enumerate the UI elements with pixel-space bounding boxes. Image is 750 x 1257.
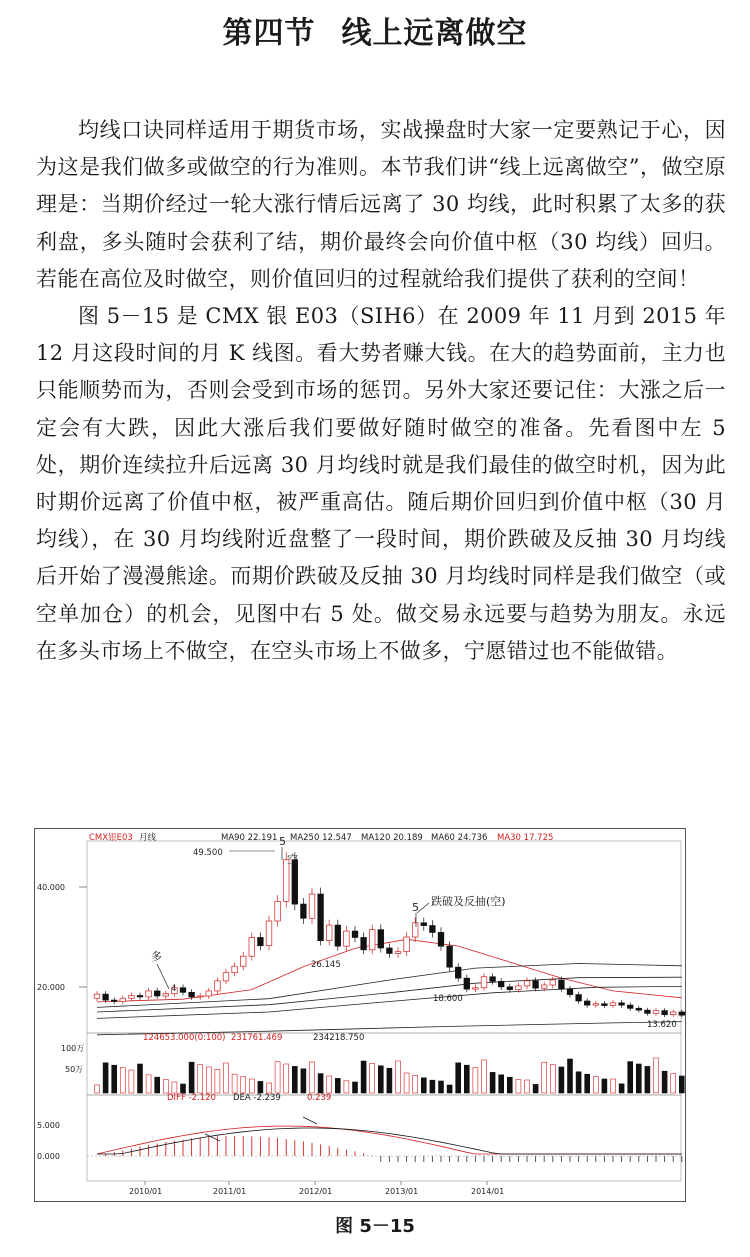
volume-bar	[284, 1064, 289, 1093]
volume-bar	[611, 1079, 616, 1093]
volume-bar	[138, 1064, 143, 1093]
candle-body	[653, 1011, 659, 1014]
candle	[301, 898, 307, 924]
macd-dea-line	[97, 1128, 682, 1154]
volume-bar	[645, 1066, 650, 1093]
volume-bar	[120, 1068, 125, 1093]
volume-bar	[181, 1084, 186, 1093]
candle-body	[412, 923, 418, 937]
candle	[524, 977, 530, 989]
macd-tick-0: 0.000	[37, 1152, 60, 1161]
candle-body	[103, 994, 109, 1000]
volume-bar	[189, 1062, 194, 1093]
volume-bar	[249, 1079, 254, 1093]
candle	[378, 924, 384, 952]
candle-body	[627, 1005, 633, 1008]
volume-bar	[241, 1077, 246, 1093]
volume-tick-50: 50万	[65, 1065, 84, 1074]
candle	[584, 998, 590, 1007]
annotation-5-right: 5	[412, 901, 419, 914]
candle-body	[404, 937, 410, 952]
header-ma90: MA90 22.191	[221, 833, 278, 843]
candle	[481, 973, 487, 991]
candle-body	[455, 967, 461, 978]
annotation-low2: 18.600	[433, 994, 463, 1004]
volume-bar	[602, 1079, 607, 1093]
volume-bar	[310, 1062, 315, 1093]
volume-bar	[542, 1062, 547, 1093]
candle-body	[301, 904, 307, 918]
candle	[154, 988, 160, 999]
candle	[576, 992, 582, 1004]
candle-body	[533, 981, 539, 988]
macd-diff-line	[97, 1126, 682, 1154]
candle-body	[137, 996, 143, 997]
candle-body	[567, 989, 573, 994]
section-heading: 线上远离做空	[341, 16, 528, 51]
candle-body	[318, 894, 324, 941]
x-tick-label: 2010/01	[129, 1187, 163, 1196]
annotation-4: 4	[171, 984, 177, 994]
candle-body	[490, 977, 496, 982]
volume-bar	[619, 1084, 624, 1093]
candle-body	[258, 937, 264, 945]
candle	[318, 888, 324, 946]
candle-body	[507, 987, 513, 990]
volume-bar	[275, 1062, 280, 1093]
annotation-short-right: 跌破及反抽(空)	[431, 895, 506, 908]
volume-bar	[318, 1074, 323, 1093]
candle	[507, 984, 513, 993]
candle-body	[438, 932, 444, 946]
volume-bar	[671, 1074, 676, 1093]
volume-bar	[172, 1082, 177, 1093]
section-number: 第四节	[222, 16, 316, 51]
annotation-low1: 26.145	[311, 960, 341, 970]
volume-bar	[353, 1082, 358, 1093]
volume-header-2: 231761.469	[231, 1033, 283, 1043]
annotation-high: 49.500	[193, 848, 223, 858]
candle	[137, 993, 143, 1000]
volume-bar	[679, 1076, 684, 1093]
header-ma250: MA250 12.547	[290, 833, 352, 843]
x-tick-label: 2012/01	[299, 1187, 333, 1196]
candle-body	[636, 1008, 642, 1010]
volume-bar	[576, 1072, 581, 1093]
candle	[94, 991, 100, 1001]
figure-caption: 图 5－15	[335, 1216, 415, 1237]
candle-body	[498, 981, 504, 986]
candle	[464, 975, 470, 993]
volume-bar	[421, 1078, 426, 1093]
volume-bar	[396, 1061, 401, 1093]
candle-body	[576, 995, 582, 1001]
candle	[266, 915, 272, 950]
volume-bar	[439, 1081, 444, 1093]
volume-bar	[215, 1069, 220, 1093]
candle	[550, 977, 556, 989]
candle-body	[197, 996, 203, 997]
candle	[593, 1001, 599, 1008]
volume-bar	[507, 1077, 512, 1093]
figure-5-15	[34, 828, 686, 1202]
volume-bar	[301, 1069, 306, 1093]
candle	[430, 920, 436, 937]
volume-bar	[516, 1080, 521, 1093]
volume-bar	[112, 1065, 117, 1093]
candle	[645, 1008, 651, 1016]
candle-body	[619, 1003, 625, 1005]
candle	[412, 917, 418, 942]
candle-body	[232, 966, 238, 972]
candle-body	[249, 937, 255, 956]
candle-body	[335, 925, 341, 946]
candle-body	[266, 921, 272, 946]
candle-body	[352, 931, 358, 937]
candle-body	[326, 925, 332, 941]
volume-bar	[198, 1065, 203, 1093]
candle-body	[421, 923, 427, 926]
candle-body	[292, 860, 298, 904]
volume-bar	[413, 1075, 418, 1093]
y-tick-40: 40.000	[37, 883, 65, 892]
candle	[206, 988, 212, 999]
candle	[619, 1000, 625, 1008]
candle-body	[473, 988, 479, 989]
volume-bar	[155, 1077, 160, 1093]
header-period: 月线	[139, 833, 157, 843]
candle	[662, 1008, 668, 1017]
macd-diff: DIFF -2.120	[167, 1093, 216, 1103]
candle-body	[541, 985, 547, 988]
candle-body	[593, 1004, 599, 1005]
candle	[232, 962, 238, 976]
candle	[447, 942, 453, 972]
chart-svg	[35, 829, 685, 1201]
candle	[567, 986, 573, 998]
candle-body	[154, 991, 160, 996]
candle-body	[275, 901, 281, 921]
paragraph-1: 均线口诀同样适用于期货市场，实战操盘时大家一定要熟记于心，因为这是我们做多或做空的行为准则。本节我们讲“线上远离做空”，做空原理是：当期价经过一轮大涨行情后远离了 30 均线，此时积累了太多的获利盘，多头随时会获利了结，期价最终会向价值中枢（30 均线）回归。若能在高位及时做空，则价值回归的过程就给我们提供了获利的空间！	[36, 118, 726, 291]
candle	[180, 985, 186, 996]
candle	[490, 973, 496, 985]
candle	[249, 933, 255, 961]
candle-body	[670, 1012, 676, 1015]
candle	[498, 978, 504, 990]
candle	[197, 993, 203, 1000]
macd-arrow-right	[303, 1117, 317, 1124]
candle-body	[378, 930, 384, 948]
candle	[344, 926, 350, 951]
candle-body	[481, 977, 487, 988]
volume-header-3: 234218.750	[313, 1033, 365, 1043]
volume-bar	[593, 1077, 598, 1093]
volume-bar	[129, 1070, 134, 1093]
annotation-long: 多	[151, 950, 162, 963]
volume-bar	[327, 1076, 332, 1093]
candle	[679, 1010, 685, 1018]
candle-body	[223, 973, 229, 981]
x-tick-label: 2014/01	[471, 1187, 505, 1196]
volume-bar	[267, 1083, 272, 1093]
body-text	[36, 112, 726, 670]
macd-dea: DEA -2.239	[233, 1093, 281, 1103]
candle	[636, 1006, 642, 1013]
candle-body	[584, 1001, 590, 1005]
candle	[240, 952, 246, 970]
volume-bar	[103, 1063, 108, 1093]
candle-body	[430, 926, 436, 933]
ma-line-ma90	[97, 977, 682, 1012]
volume-bar	[232, 1074, 237, 1093]
candle	[455, 963, 461, 981]
candle-body	[447, 946, 453, 967]
volume-bar	[464, 1065, 469, 1093]
volume-bar	[568, 1059, 573, 1093]
candle	[421, 917, 427, 931]
volume-bar	[550, 1065, 555, 1093]
annotation-5-left: 5	[279, 835, 286, 848]
candle	[670, 1010, 676, 1017]
candle-body	[516, 986, 522, 990]
candle-body	[602, 1004, 608, 1006]
volume-bar	[344, 1081, 349, 1093]
candle	[326, 920, 332, 946]
candle-body	[180, 988, 186, 993]
candle	[610, 1000, 616, 1008]
volume-bar	[585, 1074, 590, 1093]
candle-body	[94, 994, 100, 998]
candle	[361, 933, 367, 955]
candle	[335, 920, 341, 951]
volume-bar	[224, 1063, 229, 1093]
candle	[395, 947, 401, 958]
volume-bar	[404, 1073, 409, 1093]
candle-body	[369, 930, 375, 950]
candle-body	[550, 980, 556, 985]
candle-body	[215, 981, 221, 991]
volume-bar	[662, 1071, 667, 1093]
macd-bars	[87, 1126, 682, 1162]
candle	[404, 932, 410, 956]
candle	[275, 895, 281, 926]
candle-body	[240, 956, 246, 966]
volume-bar	[361, 1061, 366, 1093]
volume-bar	[335, 1078, 340, 1093]
x-tick-label: 2011/01	[213, 1187, 247, 1196]
macd-tick-5: 5.000	[37, 1121, 60, 1130]
candle	[223, 969, 229, 984]
header-ma30: MA30 17.725	[497, 833, 554, 843]
volume-bar	[628, 1062, 633, 1093]
volume-bars	[95, 1058, 685, 1093]
candle-body	[662, 1011, 668, 1015]
volume-bar	[456, 1063, 461, 1093]
volume-bar	[95, 1085, 100, 1093]
candle	[653, 1008, 659, 1015]
candle-body	[163, 994, 169, 996]
volume-bar	[490, 1072, 495, 1093]
annotation-low3: 13.620	[647, 1020, 677, 1030]
annotation-short-left: 空	[287, 853, 298, 866]
candle-body	[111, 1000, 117, 1001]
candle	[103, 991, 109, 1003]
volume-bar	[430, 1080, 435, 1093]
candle	[111, 997, 117, 1004]
section-title	[0, 8, 750, 52]
volume-bar	[533, 1084, 538, 1093]
candle	[163, 991, 169, 999]
volume-bar	[163, 1080, 168, 1093]
candle-body	[524, 981, 530, 986]
candle-body	[395, 952, 401, 954]
candle-body	[645, 1010, 651, 1013]
header-instrument: CMX银E03	[89, 833, 133, 843]
volume-header-1: 124653.000(0:100)	[143, 1033, 226, 1043]
candle	[602, 1001, 608, 1008]
candle	[352, 926, 358, 943]
candle-body	[361, 937, 367, 949]
candle-body	[387, 948, 393, 953]
candle-body	[309, 894, 315, 918]
candle	[438, 927, 444, 950]
volume-bar	[206, 1067, 211, 1093]
volume-bar	[370, 1063, 375, 1093]
volume-tick-100: 100万	[61, 1044, 85, 1053]
candle	[146, 988, 152, 1000]
volume-bar	[636, 1064, 641, 1093]
paragraph-2: 图 5－15 是 CMX 银 E03（SIH6）在 2009 年 11 月到 2015 年 12 月这段时间的月 K 线图。看大势者赚大钱。在大的趋势面前，主力也只能顺势而为，否则会受到市场的惩罚。另外大家还要记住：大涨之后一定会有大跌，因此大涨后我们要做好随时做空的准备。先看图中左 5 处，期价连续拉升后远离 30 月均线时就是我们最佳的做空时机，因为此时期价远离了价值中枢，被严重高估。随后期价回归到价值中枢（30 月均线），在 30 月均线附近盘整了一段时间，期价跌破及反抽 30 月均线后开始了漫漫熊途。而期价跌破及反抽 30 月均线时同样是我们做空（或空单加仓）的机会，见图中右 5 处。做交易永远要与趋势为朋友。永远在多头市场上不做空，在空头市场上不做多，宁愿错过也不能做错。	[36, 304, 726, 663]
candle	[215, 977, 221, 994]
candle-body	[344, 931, 350, 946]
header-ma60: MA60 24.736	[431, 833, 488, 843]
volume-bar	[146, 1075, 151, 1093]
x-axis-ticks	[129, 1181, 504, 1196]
candle-body	[189, 992, 195, 997]
candle	[387, 943, 393, 957]
candle-body	[129, 996, 135, 999]
price-panel-frame	[87, 841, 681, 1033]
macd-value: 0.239	[307, 1093, 332, 1103]
candle-body	[120, 998, 126, 1001]
header-ma120: MA120 20.189	[361, 833, 423, 843]
volume-bar	[525, 1080, 530, 1093]
candle	[258, 933, 264, 951]
candle	[473, 985, 479, 993]
pointer-long	[157, 964, 169, 989]
volume-bar	[559, 1067, 564, 1093]
candle	[627, 1003, 633, 1011]
volume-bar	[258, 1081, 263, 1093]
volume-bar	[387, 1068, 392, 1093]
volume-bar	[482, 1060, 487, 1093]
volume-bar	[378, 1066, 383, 1093]
candle	[120, 995, 126, 1004]
candle-body	[206, 991, 212, 996]
volume-bar	[447, 1085, 452, 1093]
candle-body	[464, 978, 470, 989]
volume-bar	[499, 1075, 504, 1093]
ma-line-ma60	[97, 964, 682, 1008]
volume-bar	[292, 1066, 297, 1093]
candle-body	[146, 991, 152, 997]
candle-body	[610, 1003, 616, 1006]
volume-bar	[654, 1058, 659, 1093]
candle	[129, 993, 135, 1001]
candle	[309, 888, 315, 924]
volume-bar	[473, 1068, 478, 1093]
macd-panel-frame	[87, 1095, 681, 1181]
y-tick-20: 20.000	[37, 983, 65, 992]
candle-body	[679, 1012, 685, 1015]
candle	[369, 924, 375, 954]
candle-body	[559, 980, 565, 989]
x-tick-label: 2013/01	[385, 1187, 419, 1196]
